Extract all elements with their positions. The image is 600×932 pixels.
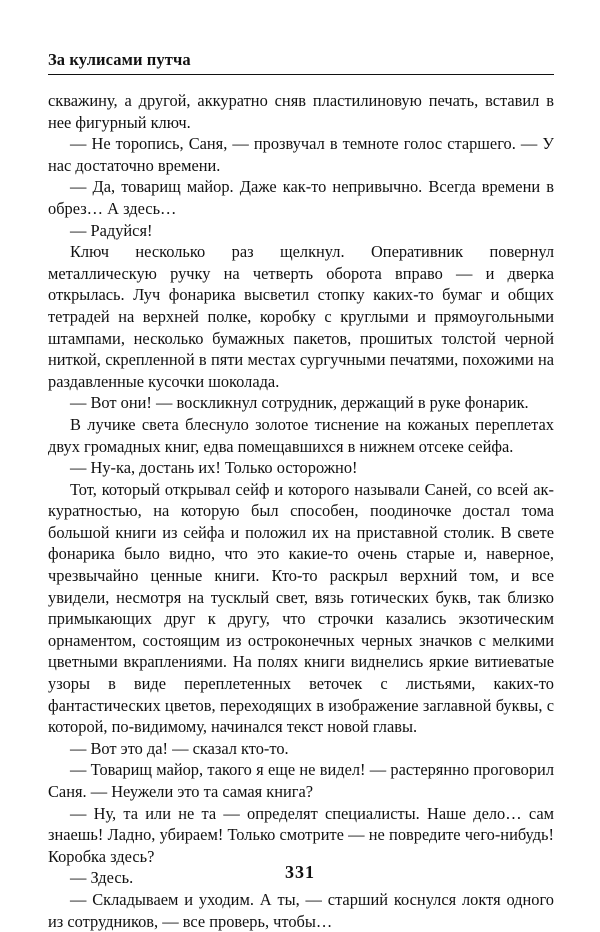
- paragraph: — Радуйся!: [70, 220, 153, 240]
- paragraph: Ключ несколько раз щелкнул. Оперативник повернул металлическую ручку на четверть оборота вправо — и дверка открылась. Луч фонарика высветил стопку каких-то бумаг и общих тетрадей на верхней полке, коробку с круглыми и прямоугольными штампами, несколько бумажных пакетов, прошитых толстой черной ниткой, скрепленной в пяти местах сургучными печатями, похожими на раздавленные кусочки шоколада.: [48, 242, 554, 391]
- body-text: [48, 90, 554, 932]
- paragraph: — Товарищ майор, такого я еще не видел! — растерянно проговорил Саня. — Неужели это та самая книга?: [48, 760, 554, 801]
- paragraph: — Ну, та или не та — определят специалисты. Наше дело… сам знаешь! Ладно, убираем! Только смотрите — не повредите чего-нибудь! Коробка здесь?: [48, 803, 554, 866]
- paragraph: — Складываем и уходим. А ты, — старший коснулся локтя одного из сотрудников, — все проверь, чтобы…: [48, 889, 554, 931]
- running-header: За кулисами путча: [48, 50, 191, 69]
- paragraph: — Ну-ка, достань их! Только осторожно!: [70, 458, 358, 478]
- paragraph: — Вот это да! — сказал кто-то.: [70, 738, 289, 758]
- paragraph: Тот, который открывал сейф и которого называли Саней, со всей аккуратностью, на которую был способен, поодиночке достал тома большой книги из сейфа и положил их на приставной столик. В свете фонарика было видно, что это какие-то очень старые и, наверное, чрезвычайно ценные книги. Кто-то раскрыл верхний том, и все увидели, несмотря на тусклый свет, вязь готических букв, так близко примыкающих друг к другу, что строчки казались экзотическим орнаментом, состоящим из остроконечных черных значков с мелкими цветными вкраплениями. На полях книги виднелись яркие витиеватые узоры в виде переплетенных веточек с листьями, каких-то фантастических цветов, переходящих в изображение заглавной буквы, с которой, по-видимому, начинался текст новой главы.: [48, 479, 554, 737]
- paragraph: — Вот они! — воскликнул сотрудник, держащий в руке фонарик.: [70, 393, 529, 413]
- page-number: 331: [285, 862, 315, 882]
- header-rule: [48, 74, 554, 75]
- paragraph: — Здесь.: [70, 868, 134, 888]
- paragraph: скважину, а другой, аккуратно сняв пластилиновую печать, вставил в нее фигурный ключ.: [48, 91, 554, 132]
- paragraph: — Да, товарищ майор. Даже как-то непривычно. Всегда времени в обрез… А здесь…: [48, 177, 554, 218]
- paragraph: В лучике света блеснуло золотое тиснение на кожаных переплетах двух громадных книг, едва помещавшихся в нижнем отсеке сейфа.: [48, 414, 554, 456]
- paragraph: — Не торопись, Саня, — прозвучал в темноте голос старшего. — У нас достаточно времени.: [48, 134, 554, 175]
